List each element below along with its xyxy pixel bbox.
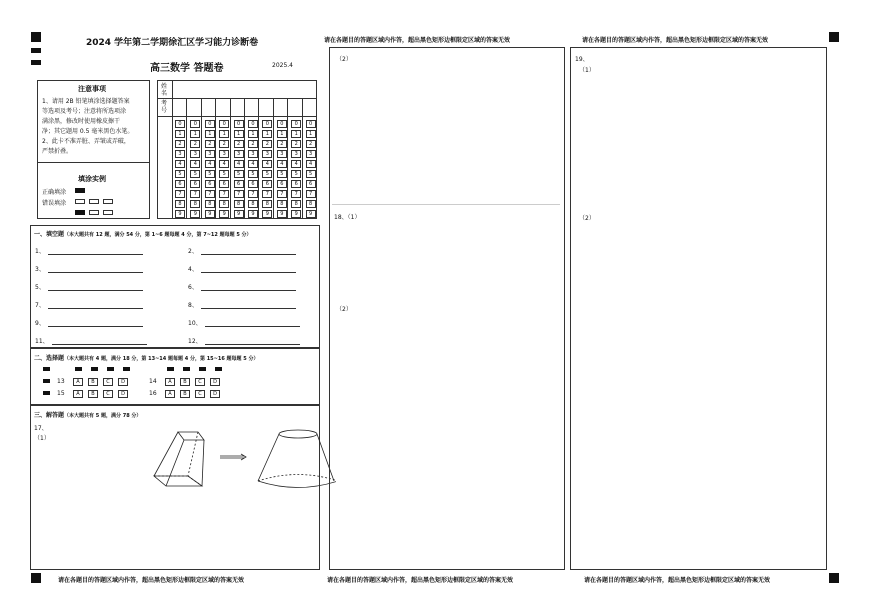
digit-bubble[interactable]: 4	[205, 160, 215, 168]
digit-bubble[interactable]: 4	[277, 160, 287, 168]
digit-bubble[interactable]: 0	[205, 120, 215, 128]
digit-bubble[interactable]: 0	[234, 120, 244, 128]
blank-line[interactable]	[205, 318, 300, 327]
timing-mark	[43, 367, 50, 371]
blank-item[interactable]	[35, 336, 147, 345]
exam-number-column	[244, 98, 258, 218]
digit-bubble[interactable]: 0	[291, 120, 301, 128]
digit-bubble[interactable]: 1	[190, 130, 200, 138]
digit-bubble[interactable]: 7	[175, 190, 185, 198]
blank-label: 1、	[35, 248, 45, 255]
digit-bubble[interactable]: 3	[175, 150, 185, 158]
digit-bubble[interactable]: 7	[205, 190, 215, 198]
digit-bubble[interactable]: 6	[248, 180, 258, 188]
digit-bubble[interactable]: 8	[291, 200, 301, 208]
blank-label: 5、	[35, 284, 45, 291]
question-number: 14	[149, 378, 157, 385]
question-number: 13	[57, 378, 65, 385]
exam-number-column	[273, 98, 287, 218]
part2-label: （2）	[336, 56, 352, 63]
blank-label: 4、	[188, 266, 198, 273]
digit-bubble[interactable]: 4	[190, 160, 200, 168]
question-19-label: 19、	[575, 56, 589, 63]
section-note: （本大题共有 4 题，满分 18 分，第 13~14 题每题 4 分，第 15~16 题每题 5 分）	[64, 356, 259, 362]
option-bubble[interactable]: B	[180, 390, 190, 398]
frustum-figures	[146, 426, 336, 491]
blank-line[interactable]	[201, 300, 296, 309]
digit-bubble[interactable]: 1	[205, 130, 215, 138]
digit-bubble[interactable]: 5	[205, 170, 215, 178]
digit-bubble[interactable]: 0	[248, 120, 258, 128]
digit-bubble[interactable]: 4	[248, 160, 258, 168]
digit-bubble[interactable]: 6	[219, 180, 229, 188]
blank-line[interactable]	[48, 246, 143, 255]
digit-bubble[interactable]: 3	[262, 150, 272, 158]
name-label: 姓名	[161, 83, 168, 97]
exam-number-column	[172, 98, 186, 218]
wrong-fill-icon	[103, 199, 113, 204]
option-bubble[interactable]: C	[195, 378, 205, 386]
digit-bubble[interactable]: 1	[291, 130, 301, 138]
digit-bubble[interactable]: 9	[175, 210, 185, 218]
digit-bubble[interactable]: 6	[190, 180, 200, 188]
digit-bubble[interactable]: 6	[175, 180, 185, 188]
blank-label: 8、	[188, 302, 198, 309]
blank-item[interactable]	[35, 264, 143, 273]
digit-bubble[interactable]: 7	[190, 190, 200, 198]
digit-bubble[interactable]: 7	[262, 190, 272, 198]
digit-bubble[interactable]: 7	[306, 190, 316, 198]
option-bubble[interactable]: C	[195, 390, 205, 398]
blank-item[interactable]	[35, 318, 143, 327]
option-bubble[interactable]: D	[210, 378, 220, 386]
option-bubble[interactable]: C	[103, 390, 113, 398]
blank-line[interactable]	[201, 246, 296, 255]
timing-mark	[215, 367, 222, 371]
timing-mark	[31, 32, 41, 42]
option-bubble[interactable]: A	[73, 378, 83, 386]
blank-label: 9、	[35, 320, 45, 327]
digit-bubble[interactable]: 8	[234, 200, 244, 208]
choice-question	[149, 378, 225, 386]
digit-bubble[interactable]: 6	[277, 180, 287, 188]
exam-title: 2024 学年第二学期徐汇区学习能力诊断卷	[86, 38, 259, 48]
digit-bubble[interactable]: 2	[291, 140, 301, 148]
digit-bubble[interactable]: 3	[205, 150, 215, 158]
digit-bubble[interactable]: 8	[277, 200, 287, 208]
digit-bubble[interactable]: 2	[234, 140, 244, 148]
digit-bubble[interactable]: 8	[262, 200, 272, 208]
digit-bubble[interactable]: 9	[291, 210, 301, 218]
wrong-fill-icon	[75, 210, 85, 215]
digit-bubble[interactable]: 7	[248, 190, 258, 198]
digit-bubble[interactable]: 9	[306, 210, 316, 218]
digit-bubble[interactable]: 2	[219, 140, 229, 148]
digit-bubble[interactable]: 0	[262, 120, 272, 128]
subject-title: 高三数学 答题卷	[150, 63, 224, 74]
digit-bubble[interactable]: 5	[291, 170, 301, 178]
digit-bubble[interactable]: 2	[306, 140, 316, 148]
blank-line[interactable]	[52, 336, 147, 345]
exam-number-column	[258, 98, 272, 218]
option-bubble[interactable]: B	[88, 378, 98, 386]
section-answer	[30, 405, 320, 570]
blank-line[interactable]	[48, 300, 143, 309]
notice-line: 净；其它题用 0.5 毫米黑色水笔。	[42, 128, 134, 135]
timing-mark	[199, 367, 206, 371]
question-17-part1: （1）	[34, 435, 50, 442]
timing-mark	[43, 379, 50, 383]
section-title: 二、选择题	[34, 355, 65, 362]
digit-bubble[interactable]: 4	[262, 160, 272, 168]
question-19-part1: （1）	[579, 67, 595, 74]
blank-line[interactable]	[205, 336, 300, 345]
digit-bubble[interactable]: 1	[219, 130, 229, 138]
wrong-fill-icon	[103, 210, 113, 215]
timing-mark	[123, 367, 130, 371]
digit-bubble[interactable]: 8	[306, 200, 316, 208]
digit-bubble[interactable]: 8	[205, 200, 215, 208]
digit-bubble[interactable]: 9	[277, 210, 287, 218]
blank-item[interactable]	[188, 336, 300, 345]
digit-bubble[interactable]: 7	[234, 190, 244, 198]
option-bubble[interactable]: B	[88, 390, 98, 398]
digit-bubble[interactable]: 3	[234, 150, 244, 158]
digit-bubble[interactable]: 2	[262, 140, 272, 148]
digit-bubble[interactable]: 4	[291, 160, 301, 168]
digit-bubble[interactable]: 4	[234, 160, 244, 168]
digit-bubble[interactable]: 8	[190, 200, 200, 208]
timing-mark	[829, 32, 839, 42]
correct-fill-icon	[75, 188, 85, 193]
answer-area-col3	[570, 47, 827, 570]
timing-mark	[183, 367, 190, 371]
digit-bubble[interactable]: 6	[234, 180, 244, 188]
exam-number-column	[287, 98, 301, 218]
digit-bubble[interactable]: 3	[291, 150, 301, 158]
digit-bubble[interactable]: 5	[262, 170, 272, 178]
timing-mark	[31, 48, 41, 53]
exam-no-label: 考号	[161, 100, 168, 114]
blank-label: 6、	[188, 284, 198, 291]
digit-bubble[interactable]: 5	[248, 170, 258, 178]
warning-text: 请在各题目的答题区域内作答，超出黑色矩形边框限定区域的答案无效	[327, 577, 514, 584]
blank-item[interactable]	[188, 264, 296, 273]
digit-bubble[interactable]: 8	[175, 200, 185, 208]
correct-label: 正确填涂	[42, 189, 67, 196]
section-choice	[30, 348, 320, 405]
divider	[332, 204, 560, 205]
notice-line: 1、请用 2B 铅笔填涂选择题答案	[42, 98, 130, 105]
digit-bubble[interactable]: 4	[175, 160, 185, 168]
digit-bubble[interactable]: 5	[234, 170, 244, 178]
blank-label: 2、	[188, 248, 198, 255]
digit-bubble[interactable]: 2	[205, 140, 215, 148]
timing-mark	[43, 391, 50, 395]
notice-box	[37, 80, 150, 219]
exam-number-column	[186, 98, 200, 218]
option-bubble[interactable]: A	[165, 390, 175, 398]
digit-bubble[interactable]: 3	[306, 150, 316, 158]
digit-bubble[interactable]: 5	[190, 170, 200, 178]
wrong-fill-icon	[89, 210, 99, 215]
digit-bubble[interactable]: 1	[248, 130, 258, 138]
digit-bubble[interactable]: 7	[277, 190, 287, 198]
warning-text: 请在各题目的答题区域内作答，超出黑色矩形边框限定区域的答案无效	[58, 577, 245, 584]
option-bubble[interactable]: A	[165, 378, 175, 386]
exam-number-column	[215, 98, 229, 218]
blank-item[interactable]	[188, 300, 296, 309]
wrong-label: 错误填涂	[42, 200, 67, 207]
digit-bubble[interactable]: 4	[306, 160, 316, 168]
digit-bubble[interactable]: 4	[219, 160, 229, 168]
section-note: （本大题共有 5 题，满分 78 分）	[64, 413, 142, 419]
answer-area-col2	[329, 47, 565, 570]
digit-bubble[interactable]: 1	[234, 130, 244, 138]
blank-line[interactable]	[48, 282, 143, 291]
notice-line: 满涂黑，修改时使用橡皮擦干	[42, 118, 121, 125]
digit-bubble[interactable]: 0	[190, 120, 200, 128]
wrong-fill-icon	[75, 199, 85, 204]
blank-item[interactable]	[35, 300, 143, 309]
digit-bubble[interactable]: 9	[262, 210, 272, 218]
digit-bubble[interactable]: 1	[262, 130, 272, 138]
example-heading: 填涂实例	[78, 175, 106, 183]
section-title: 一、填空题	[34, 231, 65, 238]
notice-heading: 注意事项	[78, 85, 106, 93]
digit-bubble[interactable]: 0	[175, 120, 185, 128]
blank-item[interactable]	[188, 318, 300, 327]
digit-bubble[interactable]: 8	[248, 200, 258, 208]
option-bubble[interactable]: A	[73, 390, 83, 398]
blank-line[interactable]	[48, 264, 143, 273]
warning-text: 请在各题目的答题区域内作答，超出黑色矩形边框限定区域的答案无效	[582, 37, 769, 44]
digit-bubble[interactable]: 2	[175, 140, 185, 148]
digit-bubble[interactable]: 1	[175, 130, 185, 138]
exam-number-column	[230, 98, 244, 218]
digit-bubble[interactable]: 0	[306, 120, 316, 128]
timing-mark	[829, 573, 839, 583]
notice-line: 2、此卡不准弄脏、弄皱或弄破，	[42, 138, 130, 145]
digit-bubble[interactable]: 9	[219, 210, 229, 218]
digit-bubble[interactable]: 9	[248, 210, 258, 218]
digit-bubble[interactable]: 9	[205, 210, 215, 218]
digit-bubble[interactable]: 3	[190, 150, 200, 158]
digit-bubble[interactable]: 9	[234, 210, 244, 218]
choice-question	[57, 390, 133, 398]
digit-bubble[interactable]: 9	[190, 210, 200, 218]
warning-text: 请在各题目的答题区域内作答，超出黑色矩形边框限定区域的答案无效	[584, 577, 771, 584]
digit-bubble[interactable]: 5	[306, 170, 316, 178]
option-bubble[interactable]: B	[180, 378, 190, 386]
question-18-part2: （2）	[336, 306, 352, 313]
timing-mark	[31, 573, 41, 583]
exam-number-column	[201, 98, 215, 218]
digit-bubble[interactable]: 0	[277, 120, 287, 128]
timing-mark	[167, 367, 174, 371]
blank-label: 11、	[35, 338, 49, 345]
blank-line[interactable]	[201, 264, 296, 273]
blank-item[interactable]	[35, 246, 143, 255]
blank-line[interactable]	[48, 318, 143, 327]
digit-bubble[interactable]: 6	[262, 180, 272, 188]
choice-question	[149, 390, 225, 398]
timing-mark	[91, 367, 98, 371]
digit-bubble[interactable]: 7	[291, 190, 301, 198]
warning-text: 请在各题目的答题区域内作答，超出黑色矩形边框限定区域的答案无效	[324, 37, 511, 44]
blank-label: 7、	[35, 302, 45, 309]
digit-bubble[interactable]: 6	[205, 180, 215, 188]
option-bubble[interactable]: C	[103, 378, 113, 386]
digit-bubble[interactable]: 5	[175, 170, 185, 178]
digit-bubble[interactable]: 2	[277, 140, 287, 148]
digit-bubble[interactable]: 6	[306, 180, 316, 188]
blank-label: 3、	[35, 266, 45, 273]
blank-label: 12、	[188, 338, 202, 345]
question-19-part2: （2）	[579, 215, 595, 222]
digit-bubble[interactable]: 3	[248, 150, 258, 158]
divider	[38, 162, 149, 163]
exam-number-column	[302, 98, 316, 218]
question-number: 16	[149, 390, 157, 397]
question-number: 15	[57, 390, 65, 397]
digit-bubble[interactable]: 6	[291, 180, 301, 188]
blank-line[interactable]	[201, 282, 296, 291]
digit-bubble[interactable]: 0	[219, 120, 229, 128]
notice-line: 严禁折叠。	[42, 148, 73, 155]
id-box	[157, 80, 317, 219]
option-bubble[interactable]: D	[210, 390, 220, 398]
timing-mark	[107, 367, 114, 371]
question-18-label: 18、（1）	[334, 214, 361, 221]
digit-bubble[interactable]: 7	[219, 190, 229, 198]
blank-item[interactable]	[188, 246, 296, 255]
digit-bubble[interactable]: 5	[219, 170, 229, 178]
digit-bubble[interactable]: 8	[219, 200, 229, 208]
digit-bubble[interactable]: 5	[277, 170, 287, 178]
question-17-label: 17、	[34, 425, 48, 432]
blank-item[interactable]	[35, 282, 143, 291]
digit-bubble[interactable]: 3	[219, 150, 229, 158]
digit-bubble[interactable]: 2	[190, 140, 200, 148]
choice-question	[57, 378, 133, 386]
section-title: 三、解答题	[34, 412, 65, 419]
wrong-fill-icon	[89, 199, 99, 204]
timing-mark	[75, 367, 82, 371]
exam-number-grid	[172, 98, 316, 218]
option-bubble[interactable]: D	[118, 390, 128, 398]
blank-label: 10、	[188, 320, 202, 327]
option-bubble[interactable]: D	[118, 378, 128, 386]
digit-bubble[interactable]: 2	[248, 140, 258, 148]
exam-date: 2025.4	[272, 62, 293, 69]
digit-bubble[interactable]: 1	[277, 130, 287, 138]
digit-bubble[interactable]: 1	[306, 130, 316, 138]
timing-mark	[31, 60, 41, 65]
notice-line: 等选项及考号；注意将所选项涂	[42, 108, 127, 115]
blank-item[interactable]	[188, 282, 296, 291]
section-note: （本大题共有 12 题，满分 54 分，第 1~6 题每题 4 分，第 7~12 题每题 5 分）	[64, 232, 252, 238]
digit-bubble[interactable]: 3	[277, 150, 287, 158]
